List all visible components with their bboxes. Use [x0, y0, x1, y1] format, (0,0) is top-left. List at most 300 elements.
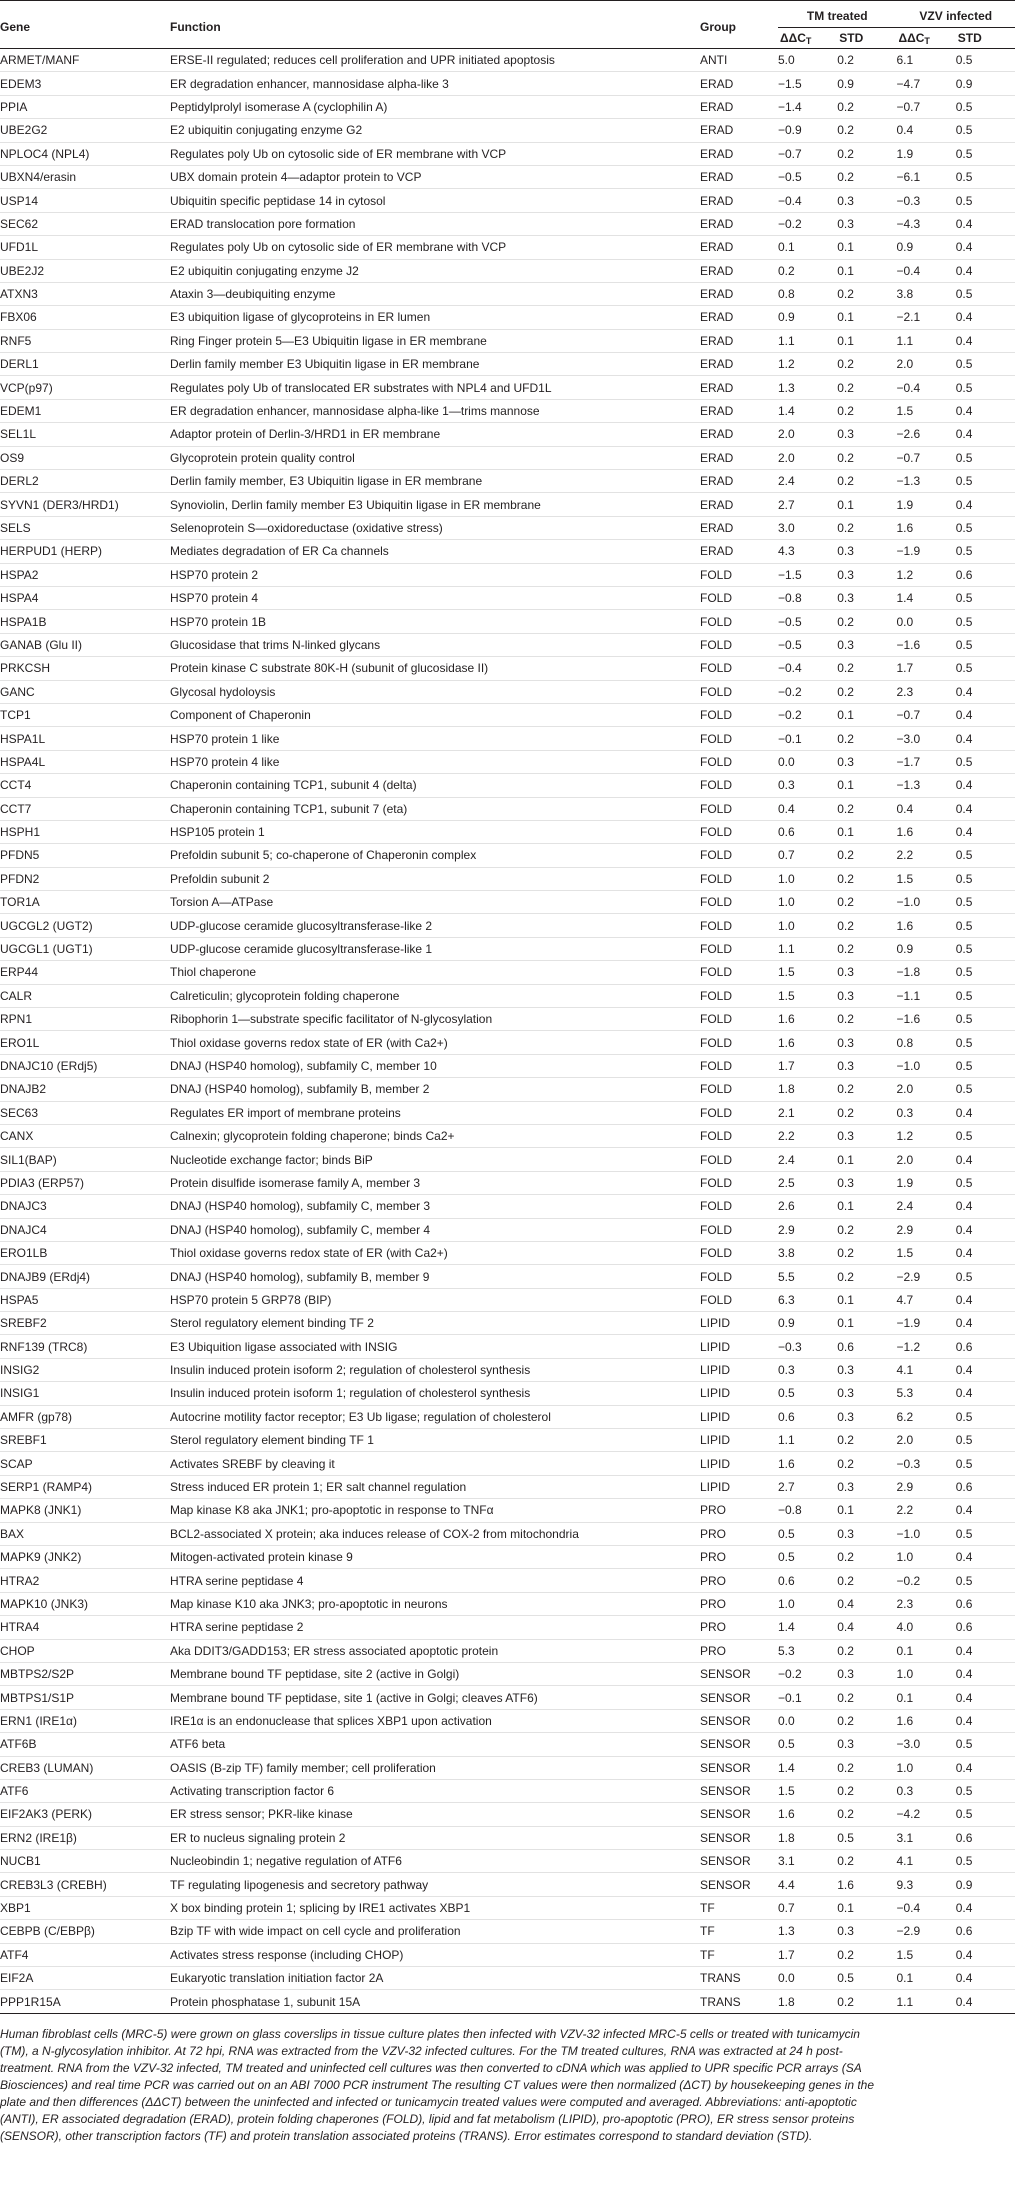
cell-gene: HTRA4	[0, 1616, 170, 1639]
cell-vzv-std: 0.6	[956, 1592, 1015, 1615]
cell-function: ER stress sensor; PKR-like kinase	[170, 1803, 700, 1826]
cell-gene: HSPA4L	[0, 750, 170, 773]
cell-gene: RNF5	[0, 329, 170, 352]
cell-vzv-std: 0.4	[956, 306, 1015, 329]
table-row	[0, 1733, 1015, 1756]
cell-function: TF regulating lipogenesis and secretory pathway	[170, 1873, 700, 1896]
table-row	[0, 446, 1015, 469]
cell-gene: EDEM3	[0, 72, 170, 95]
table-row	[0, 1078, 1015, 1101]
cell-gene: AMFR (gp78)	[0, 1405, 170, 1428]
cell-group: FOLD	[700, 750, 778, 773]
table-row	[0, 1522, 1015, 1545]
cell-tm-ddct: 3.1	[778, 1850, 837, 1873]
cell-function: Ribophorin 1—substrate specific facilitator of N-glycosylation	[170, 1008, 700, 1031]
cell-gene: ATF4	[0, 1943, 170, 1966]
cell-group: SENSOR	[700, 1709, 778, 1732]
table-row	[0, 610, 1015, 633]
cell-gene: PPIA	[0, 95, 170, 118]
cell-vzv-ddct: −0.7	[897, 95, 956, 118]
cell-group: LIPID	[700, 1312, 778, 1335]
table-row	[0, 1054, 1015, 1077]
cell-gene: DNAJB9 (ERdj4)	[0, 1265, 170, 1288]
cell-group: SENSOR	[700, 1756, 778, 1779]
cell-vzv-std: 0.6	[956, 1826, 1015, 1849]
cell-group: TF	[700, 1896, 778, 1919]
cell-vzv-ddct: −1.0	[897, 1054, 956, 1077]
cell-tm-std: 0.1	[837, 1312, 896, 1335]
cell-vzv-ddct: 2.0	[897, 353, 956, 376]
cell-tm-std: 0.1	[837, 820, 896, 843]
cell-vzv-std: 0.6	[956, 1616, 1015, 1639]
cell-gene: CANX	[0, 1124, 170, 1147]
cell-tm-std: 0.2	[837, 1452, 896, 1475]
cell-vzv-std: 0.6	[956, 1335, 1015, 1358]
cell-tm-ddct: 0.4	[778, 797, 837, 820]
cell-gene: SELS	[0, 516, 170, 539]
cell-tm-ddct: −0.8	[778, 586, 837, 609]
cell-group: ERAD	[700, 95, 778, 118]
table-caption	[0, 2026, 1000, 2145]
cell-tm-std: 0.2	[837, 165, 896, 188]
cell-group: ERAD	[700, 423, 778, 446]
cell-group: PRO	[700, 1569, 778, 1592]
cell-tm-ddct: 1.0	[778, 914, 837, 937]
table-row	[0, 797, 1015, 820]
cell-vzv-std: 0.4	[956, 1218, 1015, 1241]
table-row	[0, 657, 1015, 680]
cell-group: TF	[700, 1943, 778, 1966]
cell-gene: PRKCSH	[0, 657, 170, 680]
cell-function: Activates stress response (including CHOP)	[170, 1943, 700, 1966]
cell-vzv-ddct: −0.7	[897, 703, 956, 726]
table-row	[0, 189, 1015, 212]
cell-gene: MAPK9 (JNK2)	[0, 1546, 170, 1569]
cell-tm-ddct: 0.1	[778, 236, 837, 259]
table-row	[0, 353, 1015, 376]
cell-tm-ddct: 2.5	[778, 1171, 837, 1194]
caption-line: treatment. RNA from the VZV-32 infected, TM treated and uninfected cell cultures was then converted to cDNA which was applied to UPR specific PCR arrays (SA	[0, 2060, 862, 2075]
cell-gene: SEL1L	[0, 423, 170, 446]
cell-tm-ddct: 0.6	[778, 820, 837, 843]
cell-tm-std: 0.3	[837, 750, 896, 773]
cell-tm-ddct: 1.4	[778, 1756, 837, 1779]
cell-tm-ddct: 0.6	[778, 1569, 837, 1592]
cell-gene: DNAJC10 (ERdj5)	[0, 1054, 170, 1077]
cell-vzv-std: 0.5	[956, 844, 1015, 867]
cell-tm-ddct: 0.5	[778, 1382, 837, 1405]
cell-vzv-std: 0.4	[956, 1639, 1015, 1662]
table-row	[0, 1943, 1015, 1966]
cell-tm-std: 0.3	[837, 189, 896, 212]
cell-tm-ddct: −0.2	[778, 1662, 837, 1685]
cell-gene: TCP1	[0, 703, 170, 726]
cell-function: Eukaryotic translation initiation factor 2A	[170, 1967, 700, 1990]
table-row	[0, 493, 1015, 516]
table-row	[0, 680, 1015, 703]
cell-gene: SCAP	[0, 1452, 170, 1475]
cell-group: FOLD	[700, 914, 778, 937]
cell-vzv-ddct: 1.1	[897, 1990, 956, 2013]
cell-tm-ddct: 0.5	[778, 1546, 837, 1569]
cell-vzv-ddct: 1.9	[897, 142, 956, 165]
cell-tm-std: 0.2	[837, 867, 896, 890]
table-row	[0, 1475, 1015, 1498]
cell-group: SENSOR	[700, 1686, 778, 1709]
col-header-function: Function	[170, 19, 221, 34]
cell-group: ERAD	[700, 493, 778, 516]
cell-gene: ERP44	[0, 961, 170, 984]
cell-vzv-std: 0.5	[956, 1171, 1015, 1194]
cell-tm-ddct: −0.1	[778, 727, 837, 750]
cell-group: FOLD	[700, 1124, 778, 1147]
cell-function: HSP70 protein 1B	[170, 610, 700, 633]
cell-vzv-ddct: 0.1	[897, 1967, 956, 1990]
table-row	[0, 750, 1015, 773]
cell-group: ERAD	[700, 470, 778, 493]
cell-vzv-std: 0.4	[956, 774, 1015, 797]
cell-tm-std: 0.2	[837, 797, 896, 820]
cell-tm-ddct: 0.9	[778, 1312, 837, 1335]
cell-group: FOLD	[700, 844, 778, 867]
cell-tm-std: 0.3	[837, 1405, 896, 1428]
cell-function: Prefoldin subunit 5; co-chaperone of Chaperonin complex	[170, 844, 700, 867]
cell-vzv-ddct: 6.1	[897, 49, 956, 72]
cell-vzv-std: 0.4	[956, 1358, 1015, 1381]
table-row	[0, 49, 1015, 72]
table-row	[0, 1031, 1015, 1054]
cell-group: ERAD	[700, 189, 778, 212]
cell-vzv-ddct: 9.3	[897, 1873, 956, 1896]
cell-tm-std: 0.5	[837, 1967, 896, 1990]
cell-group: TRANS	[700, 1967, 778, 1990]
cell-vzv-ddct: 2.2	[897, 844, 956, 867]
cell-vzv-std: 0.5	[956, 1405, 1015, 1428]
cell-vzv-std: 0.4	[956, 727, 1015, 750]
cell-vzv-ddct: 1.4	[897, 586, 956, 609]
table-row	[0, 633, 1015, 656]
cell-vzv-std: 0.5	[956, 984, 1015, 1007]
caption-line: Human fibroblast cells (MRC-5) were grown on glass coverslips in tissue culture plates then infected with VZV-32 infected MRC-5 cells or treated with tunicamycin	[0, 2026, 860, 2041]
cell-vzv-std: 0.5	[956, 1008, 1015, 1031]
cell-function: HSP70 protein 1 like	[170, 727, 700, 750]
cell-group: FOLD	[700, 984, 778, 1007]
table-row	[0, 1709, 1015, 1732]
cell-tm-ddct: 2.7	[778, 493, 837, 516]
cell-group: ERAD	[700, 306, 778, 329]
cell-vzv-ddct: 1.6	[897, 820, 956, 843]
cell-group: ERAD	[700, 540, 778, 563]
cell-tm-std: 0.2	[837, 1101, 896, 1124]
table-row	[0, 1990, 1015, 2013]
cell-gene: NUCB1	[0, 1850, 170, 1873]
table-row	[0, 1335, 1015, 1358]
table-row	[0, 563, 1015, 586]
cell-vzv-ddct: −1.7	[897, 750, 956, 773]
cell-function: Activates SREBF by cleaving it	[170, 1452, 700, 1475]
cell-tm-ddct: −0.2	[778, 703, 837, 726]
cell-function: Protein phosphatase 1, subunit 15A	[170, 1990, 700, 2013]
cell-function: Selenoprotein S—oxidoreductase (oxidative stress)	[170, 516, 700, 539]
cell-tm-ddct: 2.1	[778, 1101, 837, 1124]
cell-tm-std: 0.2	[837, 1990, 896, 2013]
cell-vzv-std: 0.5	[956, 1054, 1015, 1077]
cell-function: Protein disulfide isomerase family A, member 3	[170, 1171, 700, 1194]
cell-function: ER degradation enhancer, mannosidase alpha-like 1—trims mannose	[170, 399, 700, 422]
cell-gene: DNAJC3	[0, 1195, 170, 1218]
cell-tm-std: 0.2	[837, 142, 896, 165]
cell-tm-ddct: 1.2	[778, 353, 837, 376]
cell-tm-ddct: 5.3	[778, 1639, 837, 1662]
cell-tm-ddct: 1.7	[778, 1054, 837, 1077]
cell-vzv-ddct: −2.9	[897, 1265, 956, 1288]
cell-function: DNAJ (HSP40 homolog), subfamily C, member 10	[170, 1054, 700, 1077]
cell-vzv-std: 0.6	[956, 563, 1015, 586]
cell-group: ERAD	[700, 236, 778, 259]
cell-tm-ddct: 0.2	[778, 259, 837, 282]
cell-vzv-ddct: 1.6	[897, 1709, 956, 1732]
cell-tm-std: 0.2	[837, 1803, 896, 1826]
cell-vzv-std: 0.4	[956, 212, 1015, 235]
table-row	[0, 282, 1015, 305]
cell-tm-std: 0.4	[837, 1616, 896, 1639]
cell-tm-ddct: 2.4	[778, 470, 837, 493]
cell-gene: ERO1LB	[0, 1241, 170, 1264]
cell-function: OASIS (B-zip TF) family member; cell proliferation	[170, 1756, 700, 1779]
table-row	[0, 1756, 1015, 1779]
cell-function: Insulin induced protein isoform 1; regulation of cholesterol synthesis	[170, 1382, 700, 1405]
cell-vzv-ddct: −4.7	[897, 72, 956, 95]
cell-gene: RNF139 (TRC8)	[0, 1335, 170, 1358]
cell-tm-ddct: −0.5	[778, 633, 837, 656]
table-row	[0, 1148, 1015, 1171]
cell-vzv-std: 0.5	[956, 49, 1015, 72]
cell-vzv-ddct: 4.1	[897, 1358, 956, 1381]
cell-group: FOLD	[700, 1171, 778, 1194]
cell-vzv-std: 0.5	[956, 165, 1015, 188]
cell-tm-ddct: −0.4	[778, 657, 837, 680]
cell-gene: CREB3L3 (CREBH)	[0, 1873, 170, 1896]
cell-vzv-ddct: 2.3	[897, 680, 956, 703]
cell-function: Membrane bound TF peptidase, site 2 (active in Golgi)	[170, 1662, 700, 1685]
cell-gene: XBP1	[0, 1896, 170, 1919]
cell-tm-ddct: 1.6	[778, 1008, 837, 1031]
cell-tm-ddct: 2.0	[778, 446, 837, 469]
cell-function: Aka DDIT3/GADD153; ER stress associated apoptotic protein	[170, 1639, 700, 1662]
cell-group: FOLD	[700, 1008, 778, 1031]
cell-function: HSP105 protein 1	[170, 820, 700, 843]
cell-group: FOLD	[700, 633, 778, 656]
cell-function: E3 Ubiquition ligase associated with INSIG	[170, 1335, 700, 1358]
cell-tm-std: 0.3	[837, 540, 896, 563]
table-row	[0, 937, 1015, 960]
table-row	[0, 540, 1015, 563]
cell-vzv-std: 0.5	[956, 1265, 1015, 1288]
caption-line: (TM), a N-glycosylation inhibitor. At 72 hpi, RNA was extracted from the VZV-32 infected cultures. For the TM treated cultures, RNA was extracted at 24 h post-	[0, 2043, 843, 2058]
cell-vzv-std: 0.5	[956, 610, 1015, 633]
cell-vzv-std: 0.4	[956, 1943, 1015, 1966]
table-row	[0, 1896, 1015, 1919]
cell-tm-ddct: 0.7	[778, 844, 837, 867]
cell-group: FOLD	[700, 1265, 778, 1288]
cell-vzv-std: 0.5	[956, 1031, 1015, 1054]
cell-gene: BAX	[0, 1522, 170, 1545]
cell-gene: UBE2J2	[0, 259, 170, 282]
cell-group: TF	[700, 1920, 778, 1943]
table-row	[0, 1873, 1015, 1896]
cell-gene: MAPK10 (JNK3)	[0, 1592, 170, 1615]
cell-tm-ddct: 1.1	[778, 937, 837, 960]
cell-vzv-std: 0.5	[956, 95, 1015, 118]
cell-vzv-ddct: −1.0	[897, 891, 956, 914]
cell-vzv-ddct: −2.6	[897, 423, 956, 446]
cell-function: Prefoldin subunit 2	[170, 867, 700, 890]
cell-gene: MBTPS1/S1P	[0, 1686, 170, 1709]
cell-tm-ddct: 1.8	[778, 1826, 837, 1849]
cell-vzv-ddct: 1.7	[897, 657, 956, 680]
cell-tm-ddct: 4.4	[778, 1873, 837, 1896]
cell-group: LIPID	[700, 1382, 778, 1405]
cell-vzv-std: 0.4	[956, 1686, 1015, 1709]
cell-tm-std: 0.3	[837, 212, 896, 235]
cell-tm-std: 0.2	[837, 353, 896, 376]
cell-group: ERAD	[700, 72, 778, 95]
cell-vzv-std: 0.4	[956, 236, 1015, 259]
cell-vzv-ddct: 0.1	[897, 1686, 956, 1709]
cell-tm-ddct: −0.2	[778, 212, 837, 235]
cell-tm-ddct: 1.8	[778, 1078, 837, 1101]
cell-tm-ddct: −1.5	[778, 563, 837, 586]
cell-function: Mediates degradation of ER Ca channels	[170, 540, 700, 563]
cell-tm-std: 0.3	[837, 1475, 896, 1498]
cell-vzv-std: 0.5	[956, 376, 1015, 399]
cell-group: LIPID	[700, 1429, 778, 1452]
cell-gene: DNAJC4	[0, 1218, 170, 1241]
cell-tm-std: 0.4	[837, 1592, 896, 1615]
cell-vzv-ddct: −1.3	[897, 470, 956, 493]
cell-tm-ddct: 4.3	[778, 540, 837, 563]
cell-tm-ddct: 1.4	[778, 1616, 837, 1639]
cell-gene: ERN1 (IRE1α)	[0, 1709, 170, 1732]
cell-group: FOLD	[700, 891, 778, 914]
cell-vzv-ddct: −0.4	[897, 259, 956, 282]
cell-tm-std: 0.3	[837, 1171, 896, 1194]
cell-vzv-std: 0.5	[956, 1803, 1015, 1826]
cell-gene: FBX06	[0, 306, 170, 329]
cell-function: HSP70 protein 4 like	[170, 750, 700, 773]
cell-tm-ddct: 1.4	[778, 399, 837, 422]
table-row	[0, 165, 1015, 188]
cell-vzv-std: 0.4	[956, 259, 1015, 282]
cell-vzv-std: 0.6	[956, 1475, 1015, 1498]
cell-group: PRO	[700, 1546, 778, 1569]
table-row	[0, 119, 1015, 142]
table-row	[0, 703, 1015, 726]
cell-tm-std: 0.2	[837, 95, 896, 118]
cell-vzv-std: 0.4	[956, 1967, 1015, 1990]
cell-vzv-ddct: 1.9	[897, 1171, 956, 1194]
cell-vzv-std: 0.5	[956, 1452, 1015, 1475]
cell-vzv-ddct: 2.9	[897, 1475, 956, 1498]
cell-vzv-std: 0.4	[956, 1662, 1015, 1685]
cell-function: Autocrine motility factor receptor; E3 Ub ligase; regulation of cholesterol	[170, 1405, 700, 1428]
table-row	[0, 1592, 1015, 1615]
cell-tm-std: 0.1	[837, 329, 896, 352]
cell-gene: SEC62	[0, 212, 170, 235]
cell-gene: ATF6B	[0, 1733, 170, 1756]
cell-vzv-ddct: 2.0	[897, 1429, 956, 1452]
table-row	[0, 1101, 1015, 1124]
table-row	[0, 329, 1015, 352]
table-row	[0, 423, 1015, 446]
cell-vzv-std: 0.5	[956, 470, 1015, 493]
cell-gene: PFDN2	[0, 867, 170, 890]
cell-tm-std: 0.1	[837, 703, 896, 726]
cell-function: UDP-glucose ceramide glucosyltransferase-like 2	[170, 914, 700, 937]
cell-tm-ddct: −0.9	[778, 119, 837, 142]
cell-vzv-ddct: 2.4	[897, 1195, 956, 1218]
cell-tm-std: 0.2	[837, 1756, 896, 1779]
cell-tm-ddct: 1.8	[778, 1990, 837, 2013]
col-header-group: Group	[700, 19, 736, 34]
cell-vzv-std: 0.4	[956, 493, 1015, 516]
cell-tm-ddct: 1.0	[778, 891, 837, 914]
cell-vzv-std: 0.5	[956, 914, 1015, 937]
cell-tm-ddct: −0.4	[778, 189, 837, 212]
cell-group: SENSOR	[700, 1779, 778, 1802]
cell-tm-std: 0.2	[837, 657, 896, 680]
cell-tm-std: 0.5	[837, 1826, 896, 1849]
cell-group: FOLD	[700, 1078, 778, 1101]
table-row	[0, 1124, 1015, 1147]
cell-vzv-ddct: −2.9	[897, 1920, 956, 1943]
cell-gene: USP14	[0, 189, 170, 212]
cell-tm-std: 0.1	[837, 1499, 896, 1522]
cell-tm-ddct: 1.3	[778, 1920, 837, 1943]
cell-gene: UBE2G2	[0, 119, 170, 142]
cell-function: Insulin induced protein isoform 2; regulation of cholesterol synthesis	[170, 1358, 700, 1381]
cell-group: FOLD	[700, 727, 778, 750]
cell-function: IRE1α is an endonuclease that splices XBP1 upon activation	[170, 1709, 700, 1732]
cell-tm-std: 1.6	[837, 1873, 896, 1896]
cell-vzv-std: 0.4	[956, 680, 1015, 703]
cell-group: FOLD	[700, 657, 778, 680]
table-row	[0, 961, 1015, 984]
cell-tm-std: 0.2	[837, 1218, 896, 1241]
cell-function: Thiol oxidase governs redox state of ER (with Ca2+)	[170, 1241, 700, 1264]
cell-vzv-std: 0.5	[956, 189, 1015, 212]
cell-vzv-ddct: −2.1	[897, 306, 956, 329]
cell-group: FOLD	[700, 797, 778, 820]
cell-group: LIPID	[700, 1475, 778, 1498]
cell-vzv-std: 0.5	[956, 961, 1015, 984]
cell-function: Regulates ER import of membrane proteins	[170, 1101, 700, 1124]
cell-vzv-ddct: 2.0	[897, 1148, 956, 1171]
cell-function: Mitogen-activated protein kinase 9	[170, 1546, 700, 1569]
cell-vzv-ddct: −1.9	[897, 540, 956, 563]
cell-function: Torsion A—ATPase	[170, 891, 700, 914]
cell-vzv-ddct: −0.3	[897, 1452, 956, 1475]
cell-tm-ddct: −0.2	[778, 680, 837, 703]
cell-gene: GANAB (Glu II)	[0, 633, 170, 656]
cell-tm-ddct: 1.5	[778, 961, 837, 984]
cell-tm-ddct: −0.8	[778, 1499, 837, 1522]
cell-function: HSP70 protein 4	[170, 586, 700, 609]
cell-gene: EDEM1	[0, 399, 170, 422]
cell-tm-ddct: 2.9	[778, 1218, 837, 1241]
table-row	[0, 212, 1015, 235]
cell-function: Stress induced ER protein 1; ER salt channel regulation	[170, 1475, 700, 1498]
